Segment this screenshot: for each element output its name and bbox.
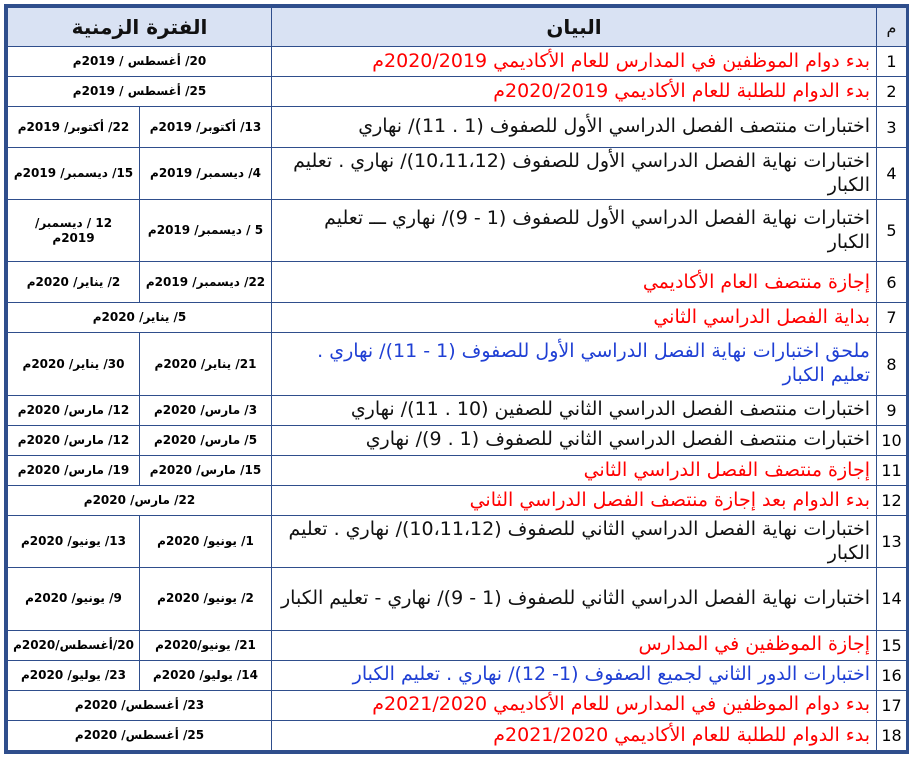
row-end-date: 13/ يونيو/ 2020م: [8, 516, 140, 568]
row-start-date: 1/ يونيو/ 2020م: [140, 516, 272, 568]
row-number: 4: [877, 148, 907, 200]
row-date: 20/ أغسطس / 2019م: [8, 47, 272, 77]
row-description: بدء الدوام للطلبة للعام الأكاديمي 2020/2019م: [272, 77, 877, 107]
academic-calendar-table: [7, 7, 907, 751]
row-start-date: 15/ مارس/ 2020م: [140, 455, 272, 485]
row-date: 25/ أغسطس/ 2020م: [8, 720, 272, 750]
row-end-date: 12 / ديسمبر/ 2019م: [8, 200, 140, 262]
row-number: 8: [877, 333, 907, 395]
row-number: 2: [877, 77, 907, 107]
table-row: [8, 568, 907, 630]
table-row: [8, 262, 907, 303]
row-description: إجازة منتصف الفصل الدراسي الثاني: [272, 455, 877, 485]
header-description: البيان: [272, 8, 877, 47]
row-end-date: 23/ يوليو/ 2020م: [8, 660, 140, 690]
row-end-date: 30/ يناير/ 2020م: [8, 333, 140, 395]
row-description: ملحق اختبارات نهاية الفصل الدراسي الأول للصفوف (1 - 11)/ نهاري . تعليم الكبار: [272, 333, 877, 395]
table-row: [8, 107, 907, 148]
row-end-date: 2/ يناير/ 2020م: [8, 262, 140, 303]
table-row: [8, 333, 907, 395]
row-number: 15: [877, 630, 907, 660]
row-end-date: 19/ مارس/ 2020م: [8, 455, 140, 485]
table-row: [8, 425, 907, 455]
row-start-date: 13/ أكتوبر/ 2019م: [140, 107, 272, 148]
row-start-date: 4/ ديسمبر/ 2019م: [140, 148, 272, 200]
row-description: إجازة الموظفين في المدارس: [272, 630, 877, 660]
row-number: 6: [877, 262, 907, 303]
row-number: 12: [877, 486, 907, 516]
calendar-frame: [4, 4, 909, 754]
row-number: 10: [877, 425, 907, 455]
table-row: [8, 303, 907, 333]
row-number: 14: [877, 568, 907, 630]
row-start-date: 2/ يونيو/ 2020م: [140, 568, 272, 630]
row-date: 23/ أغسطس/ 2020م: [8, 690, 272, 720]
row-start-date: 5 / ديسمبر/ 2019م: [140, 200, 272, 262]
table-row: [8, 455, 907, 485]
row-end-date: 12/ مارس/ 2020م: [8, 395, 140, 425]
row-description: بدء دوام الموظفين في المدارس للعام الأكاديمي 2021/2020م: [272, 690, 877, 720]
row-description: اختبارات منتصف الفصل الدراسي الثاني للصفوف (1 . 9)/ نهاري: [272, 425, 877, 455]
row-number: 16: [877, 660, 907, 690]
row-description: بدء الدوام بعد إجازة منتصف الفصل الدراسي الثاني: [272, 486, 877, 516]
row-start-date: 21/ يونيو/2020م: [140, 630, 272, 660]
table-row: [8, 630, 907, 660]
row-start-date: 3/ مارس/ 2020م: [140, 395, 272, 425]
row-start-date: 14/ يوليو/ 2020م: [140, 660, 272, 690]
table-body: [8, 47, 907, 751]
row-end-date: 15/ ديسمبر/ 2019م: [8, 148, 140, 200]
table-row: [8, 47, 907, 77]
row-description: اختبارات نهاية الفصل الدراسي الأول للصفوف (1 - 9)/ نهاري ـــ تعليم الكبار: [272, 200, 877, 262]
row-description: اختبارات نهاية الفصل الدراسي الثاني للصفوف (10،11،12)/ نهاري . تعليم الكبار: [272, 516, 877, 568]
table-row: [8, 516, 907, 568]
row-start-date: 21/ يناير/ 2020م: [140, 333, 272, 395]
table-row: [8, 77, 907, 107]
row-number: 13: [877, 516, 907, 568]
table-row: [8, 395, 907, 425]
row-number: 3: [877, 107, 907, 148]
row-end-date: 20/أغسطس/2020م: [8, 630, 140, 660]
header-period: الفترة الزمنية: [8, 8, 272, 47]
row-start-date: 5/ مارس/ 2020م: [140, 425, 272, 455]
row-date: 5/ يناير/ 2020م: [8, 303, 272, 333]
table-row: [8, 690, 907, 720]
row-number: 17: [877, 690, 907, 720]
table-row: [8, 486, 907, 516]
row-description: بداية الفصل الدراسي الثاني: [272, 303, 877, 333]
row-description: اختبارات نهاية الفصل الدراسي الأول للصفوف (10،11،12)/ نهاري . تعليم الكبار: [272, 148, 877, 200]
row-number: 18: [877, 720, 907, 750]
row-description: اختبارات منتصف الفصل الدراسي الأول للصفوف (1 . 11)/ نهاري: [272, 107, 877, 148]
row-number: 5: [877, 200, 907, 262]
table-row: [8, 720, 907, 750]
row-end-date: 22/ أكتوبر/ 2019م: [8, 107, 140, 148]
row-description: بدء الدوام للطلبة للعام الأكاديمي 2021/2020م: [272, 720, 877, 750]
table-header-row: [8, 8, 907, 47]
row-description: اختبارات الدور الثاني لجميع الصفوف (1- 12)/ نهاري . تعليم الكبار: [272, 660, 877, 690]
table-row: [8, 200, 907, 262]
row-description: بدء دوام الموظفين في المدارس للعام الأكاديمي 2020/2019م: [272, 47, 877, 77]
header-number: م: [877, 8, 907, 47]
row-date: 22/ مارس/ 2020م: [8, 486, 272, 516]
row-date: 25/ أغسطس / 2019م: [8, 77, 272, 107]
table-row: [8, 148, 907, 200]
row-number: 1: [877, 47, 907, 77]
row-description: اختبارات منتصف الفصل الدراسي الثاني للصفين (10 . 11)/ نهاري: [272, 395, 877, 425]
row-description: اختبارات نهاية الفصل الدراسي الثاني للصفوف (1 - 9)/ نهاري - تعليم الكبار: [272, 568, 877, 630]
row-end-date: 9/ يونيو/ 2020م: [8, 568, 140, 630]
table-row: [8, 660, 907, 690]
row-end-date: 12/ مارس/ 2020م: [8, 425, 140, 455]
row-number: 11: [877, 455, 907, 485]
row-description: إجازة منتصف العام الأكاديمي: [272, 262, 877, 303]
row-number: 9: [877, 395, 907, 425]
row-number: 7: [877, 303, 907, 333]
row-start-date: 22/ ديسمبر/ 2019م: [140, 262, 272, 303]
